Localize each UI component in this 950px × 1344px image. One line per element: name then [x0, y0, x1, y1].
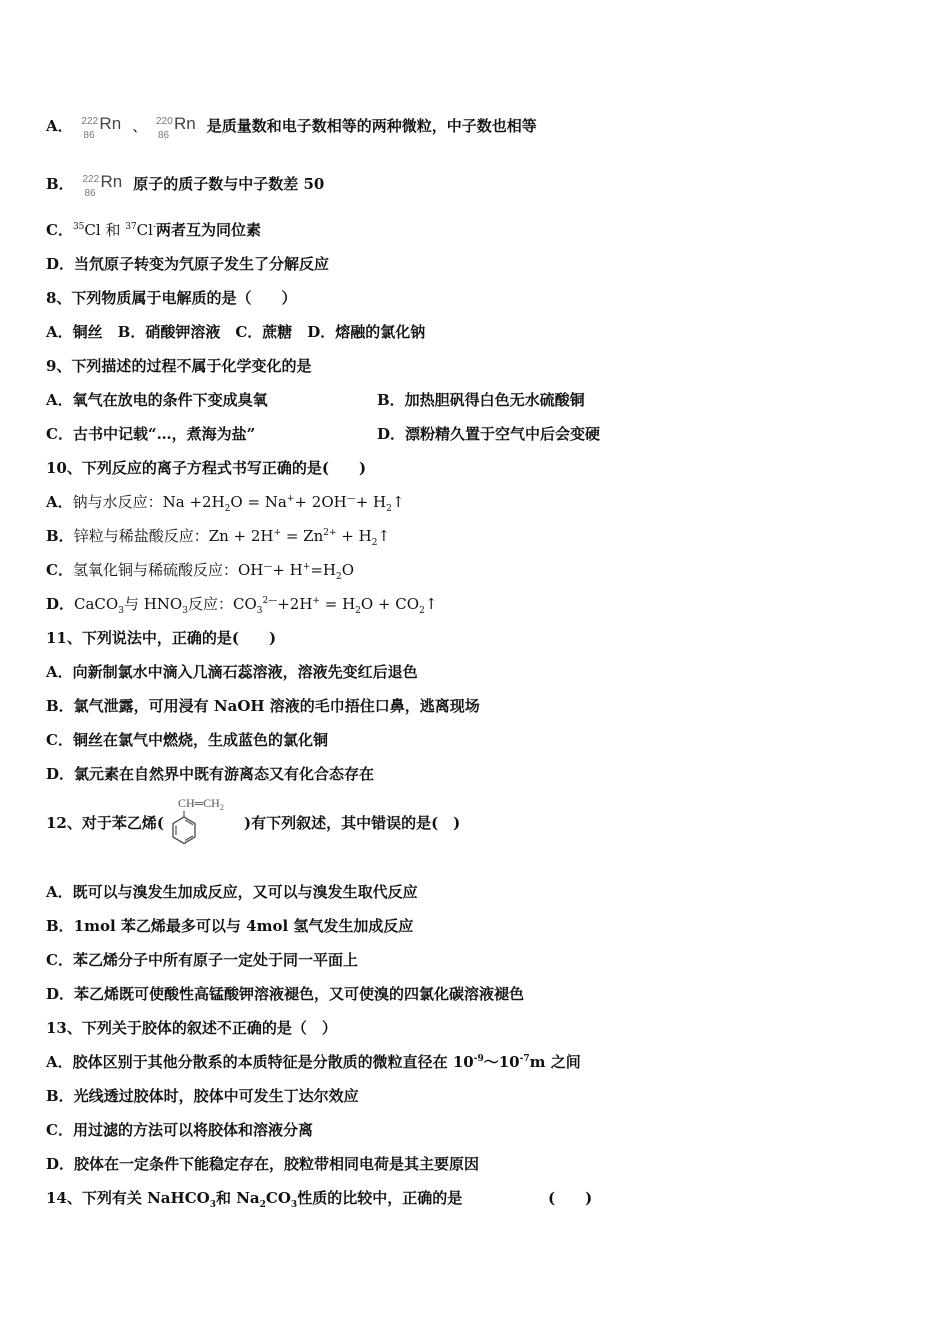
q8-options: A．铜丝 B．硝酸钾溶液 C．蔗糖 D．熔融的氯化钠	[46, 323, 426, 341]
q11-stem: 11、下列说法中，正确的是( )	[46, 629, 277, 647]
q13-option-b: B．光线透过胶体时，胶体中可发生丁达尔效应	[46, 1087, 359, 1105]
q10-option-d: D．CaCO$_3$与 $HNO_3$反应：$CO_3^{2—}+2H^+ = H_2O$ + $CO_2↑$	[46, 595, 438, 616]
q10-option-b: B．锌粒与稀盐酸反应：$Zn + 2H^+ = Zn^{2+}$ + $H_2↑$	[46, 527, 391, 548]
q9-option-c: C．古书中记载“…，煮海为盐”	[46, 425, 256, 443]
q9-stem: 9、下列描述的过程不属于化学变化的是	[46, 357, 312, 375]
q12-option-a: A．既可以与溴发生加成反应，又可以与溴发生取代反应	[46, 883, 418, 901]
q7-option-a: A． 222 86 Rn 、 220 86 Rn 是质量数和电子数相等的两种微粒，中子数也相等	[46, 114, 537, 141]
q11-option-a: A．向新制氯水中滴入几滴石蕊溶液，溶液先变红后退色	[46, 663, 418, 681]
nuclide-rn222: 222 86 Rn	[81, 114, 122, 141]
q10-option-c: C．氢氧化铜与稀硫酸反应：$OH^—+ H^+=H_2O$	[46, 561, 355, 582]
q12-option-b: B．1mol 苯乙烯最多可以与 4mol 氢气发生加成反应	[46, 917, 414, 935]
q11-option-c: C．铜丝在氯气中燃烧，生成蓝色的氯化铜	[46, 731, 328, 749]
q7-option-d: D．当氘原子转变为氕原子发生了分解反应	[46, 255, 330, 273]
q9-option-a: A．氧气在放电的条件下变成臭氧	[46, 391, 268, 409]
q11-option-d: D．氯元素在自然界中既有游离态又有化合态存在	[46, 765, 375, 783]
q14-answer-paren: ( )	[548, 1189, 593, 1207]
q9-option-b: B．加热胆矾得白色无水硫酸铜	[377, 391, 585, 409]
q12-option-c: C．苯乙烯分子中所有原子一定处于同一平面上	[46, 951, 358, 969]
styrene-diagram	[164, 795, 244, 853]
q7-option-c: C．$^{35}$Cl 和 $^{37}$Cl-两者互为同位素	[46, 221, 262, 239]
q12-option-d: D．苯乙烯既可使酸性高锰酸钾溶液褪色，又可使溴的四氯化碳溶液褪色	[46, 985, 525, 1003]
q8-stem: 8、下列物质属于电解质的是（ ）	[46, 289, 297, 307]
q7-option-b: B． 222 86 Rn 原子的质子数与中子数差 50	[46, 172, 325, 199]
svg-text:CH═CH2: $CH═CH_2$	[177, 796, 224, 812]
q10-stem: 10、下列反应的离子方程式书写正确的是( )	[46, 459, 367, 477]
nuclide-rn222: 222 86 Rn	[82, 172, 123, 199]
q13-option-c: C．用过滤的方法可以将胶体和溶液分离	[46, 1121, 313, 1139]
q13-option-a: A．胶体区别于其他分散系的本质特征是分散质的微粒直径在 $10^{-9}\sim 10^{-7}m$ 之间	[46, 1053, 581, 1071]
nuclide-rn220: 220 86 Rn	[156, 114, 196, 141]
styrene-structure	[164, 795, 244, 853]
q10-option-a: A．钠与水反应：$Na +2H_2O = Na^++ 2OH^—+$ $H_2↑$	[46, 493, 405, 514]
q13-stem: 13、下列关于胶体的叙述不正确的是（ ）	[46, 1019, 337, 1037]
q11-option-b: B．氯气泄露，可用浸有 NaOH 溶液的毛巾捂住口鼻，逃离现场	[46, 697, 480, 715]
q13-option-d: D．胶体在一定条件下能稳定存在，胶粒带相同电荷是其主要原因	[46, 1155, 480, 1173]
q12-stem: 12、对于苯乙烯( $CH═CH_2$ )有下列叙述，其中错误的是( )	[46, 794, 460, 854]
q9-option-d: D．漂粉精久置于空气中后会变硬	[377, 425, 601, 443]
q14-stem: 14、下列有关 NaHCO$_3$和 $Na_2CO_3$性质的比较中，正确的是	[46, 1189, 463, 1210]
